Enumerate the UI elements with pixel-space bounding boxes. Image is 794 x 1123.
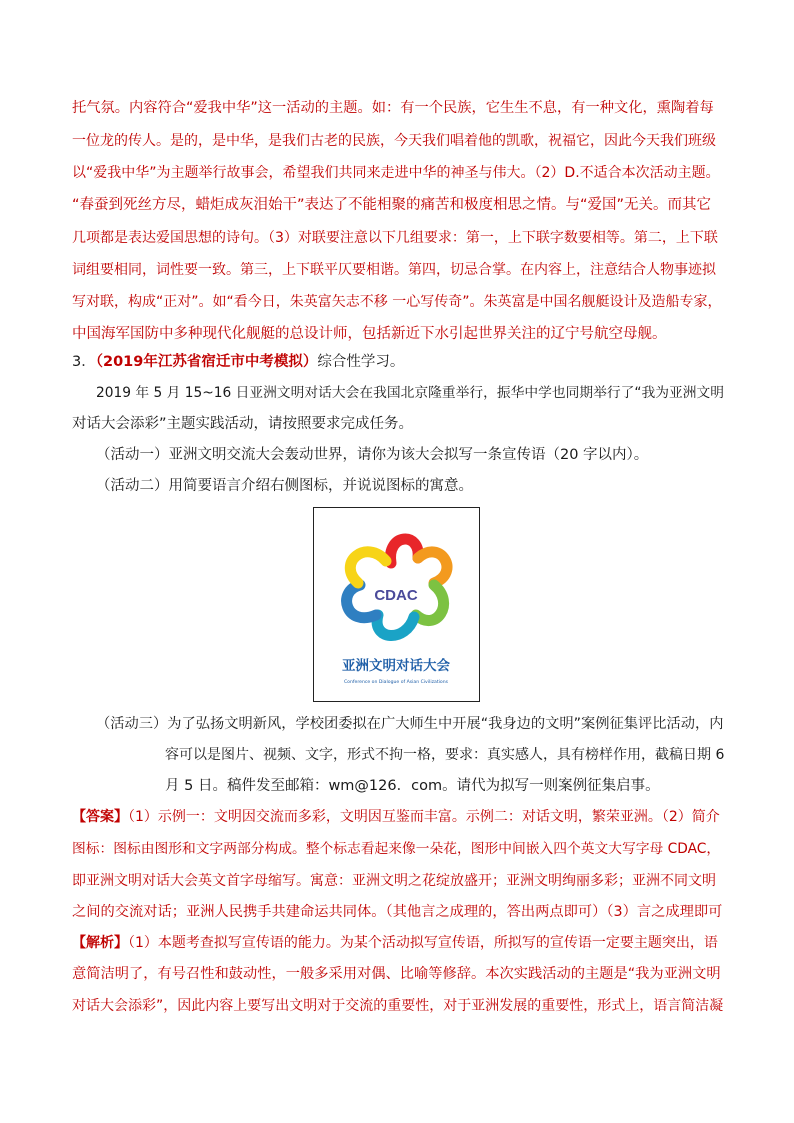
analysis-tag: 【解析】: [72, 935, 128, 951]
question-number: 3．: [72, 354, 96, 370]
paragraph-line: 写对联，构成“正对”。如“看今日，朱英富矢志不移 一心写传奇”。朱英富是中国名舰艇设计及造船专家，: [72, 294, 722, 310]
analysis-line: 意简洁明了，有号召性和鼓动性，一般多采用对偶、比喻等修辞。本次实践活动的主题是“我为亚洲文明: [72, 966, 721, 982]
analysis-line: 对话大会添彩”，因此内容上要写出文明对于交流的重要性，对于亚洲发展的重要性，形式上，语言简洁凝: [72, 998, 724, 1014]
paragraph-line: “春蚕到死丝方尽，蜡炬成灰泪始干”表达了不能相聚的痛苦和极度相思之情。与“爱国”无关。而其它: [72, 197, 712, 213]
answer-line: 即亚洲文明对话大会英文首字母缩写。寓意：亚洲文明之花绽放盛开；亚洲文明绚丽多彩；亚洲不同文明: [72, 873, 716, 889]
question-source: （2019年江苏省宿迁市中考模拟）: [95, 354, 318, 370]
question-heading: [72, 352, 724, 372]
activity-2: （活动二）用简要语言介绍右侧图标，并说说图标的寓意。: [96, 478, 473, 494]
analysis-text: （1）本题考查拟写宣传语的能力。为某个活动拟写宣传语，所拟写的宣传语一定要主题突出，语: [128, 935, 718, 951]
paragraph-line: 几项都是表达爱国思想的诗句。（3）对联要注意以下几组要求：第一，上下联字数要相等。第二，上下联: [72, 230, 718, 246]
answer-tag: 【答案】: [72, 809, 128, 825]
paragraph-line: 词组要相同，词性要一致。第三，上下联平仄要相谐。第四，切忌合掌。在内容上，注意结合人物事迹拟: [72, 262, 716, 278]
logo-name-en: Conference on Dialogue of Asian Civilizations: [343, 680, 449, 685]
question-title: 综合性学习。: [317, 354, 405, 370]
paragraph-line: 托气氛。内容符合“爱我中华”这一活动的主题。如：有一个民族，它生生不息，有一种文化，熏陶着每: [72, 100, 714, 116]
activity-3-cont: 月 5 日。稿件发至邮箱：wm@126．com。请代为拟写一则案例征集启事。: [165, 778, 660, 794]
cdac-logo-image: [313, 507, 480, 702]
answer-line: [72, 807, 724, 827]
question-intro-line: 对话大会添彩”主题实践活动，请按照要求完成任务。: [72, 416, 414, 432]
question-intro-line: 2019 年 5 月 15~16 日亚洲文明对话大会在我国北京隆重举行，振华中学也同期举行了“我为亚洲文明: [96, 385, 724, 401]
activity-3: （活动三）为了弘扬文明新风，学校团委拟在广大师生中开展“我身边的文明”案例征集评比活动，内: [96, 716, 724, 732]
logo-name-cn: 亚洲文明对话大会: [342, 658, 450, 674]
logo-petal: [377, 615, 414, 636]
logo-petal: [347, 585, 376, 618]
activity-3-cont: 容可以是图片、视频、文字，形式不拘一格，要求：真实感人，具有榜样作用，截稿日期 6: [165, 747, 725, 763]
answer-text: （1）示例一：文明因交流而多彩，文明因互鉴而丰富。示例二：对话文明，繁荣亚洲。（2）简介: [128, 809, 720, 825]
answer-line: 之间的交流对话；亚洲人民携手共建命运共同体。（其他言之成理的，答出两点即可）（3）言之成理即可: [72, 904, 723, 920]
paragraph-line: 以“爱我中华”为主题举行故事会，希望我们共同来走进中华的神圣与伟大。（2）D.不适合本次活动主题。: [72, 165, 720, 181]
logo-petal: [418, 552, 447, 583]
paragraph-line: 中国海军国防中多种现代化舰艇的总设计师，包括新近下水引起世界关注的辽宁号航空母舰。: [72, 326, 667, 342]
activity-1: （活动一）亚洲文明交流大会轰动世界，请你为该大会拟写一条宣传语（20 字以内）。: [96, 447, 649, 463]
paragraph-line: 一位龙的传人。是的，是中华，是我们古老的民族，今天我们唱着他的凯歌，祝福它，因此今天我们班级: [72, 133, 716, 149]
analysis-line: [72, 933, 724, 953]
logo-letters: CDAC: [374, 587, 418, 604]
answer-line: 图标：图标由图形和文字两部分构成。整个标志看起来像一朵花，图形中间嵌入四个英文大写字母 CDAC，: [72, 841, 721, 857]
logo-petal: [350, 552, 386, 583]
flower-logo-icon: [314, 508, 479, 701]
logo-petal: [416, 585, 444, 621]
